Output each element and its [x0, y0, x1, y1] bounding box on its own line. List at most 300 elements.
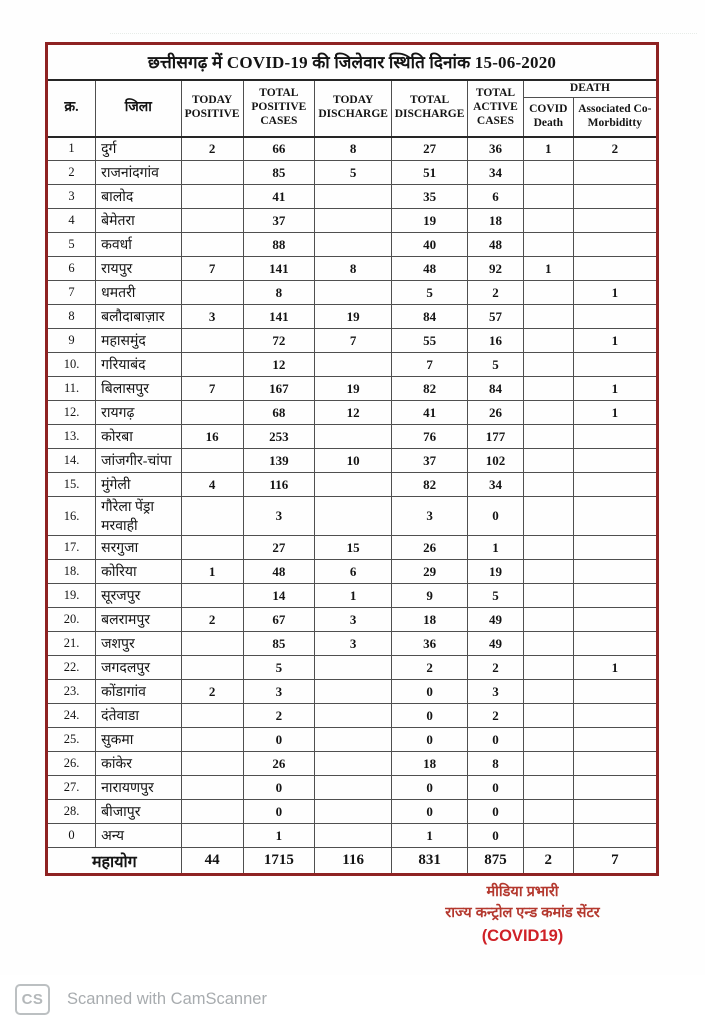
value-cell — [523, 233, 573, 257]
col-header-total-discharge: TOTAL DISCHARGE — [392, 80, 468, 137]
district-name-cell: महासमुंद — [96, 329, 182, 353]
value-cell: 85 — [243, 632, 315, 656]
value-cell: 0 — [468, 497, 524, 536]
value-cell: 15 — [315, 536, 392, 560]
value-cell: 7 — [392, 353, 468, 377]
serial-cell: 26. — [47, 752, 96, 776]
value-cell: 3 — [315, 632, 392, 656]
table-row — [47, 425, 658, 449]
table-row — [47, 185, 658, 209]
district-name-cell: बलौदाबाज़ार — [96, 305, 182, 329]
serial-cell: 17. — [47, 536, 96, 560]
serial-cell: 15. — [47, 473, 96, 497]
value-cell — [181, 704, 243, 728]
value-cell: 0 — [392, 704, 468, 728]
value-cell: 7 — [181, 377, 243, 401]
serial-cell: 23. — [47, 680, 96, 704]
value-cell — [523, 680, 573, 704]
value-cell: 3 — [243, 497, 315, 536]
value-cell: 84 — [392, 305, 468, 329]
value-cell: 0 — [468, 776, 524, 800]
value-cell: 5 — [468, 584, 524, 608]
value-cell: 1 — [573, 656, 657, 680]
serial-cell: 22. — [47, 656, 96, 680]
value-cell: 18 — [392, 752, 468, 776]
value-cell — [573, 257, 657, 281]
district-name-cell: बालोद — [96, 185, 182, 209]
value-cell — [523, 473, 573, 497]
table-row — [47, 233, 658, 257]
value-cell: 3 — [181, 305, 243, 329]
value-cell: 3 — [468, 680, 524, 704]
value-cell — [181, 281, 243, 305]
table-row — [47, 560, 658, 584]
value-cell: 3 — [243, 680, 315, 704]
value-cell — [573, 449, 657, 473]
value-cell — [523, 560, 573, 584]
value-cell: 57 — [468, 305, 524, 329]
value-cell — [181, 800, 243, 824]
value-cell — [523, 497, 573, 536]
serial-cell: 4 — [47, 209, 96, 233]
value-cell: 37 — [243, 209, 315, 233]
value-cell: 116 — [243, 473, 315, 497]
col-header-covid-death: COVID Death — [523, 98, 573, 137]
district-name-cell: रायपुर — [96, 257, 182, 281]
value-cell — [523, 425, 573, 449]
value-cell — [523, 329, 573, 353]
value-cell: 35 — [392, 185, 468, 209]
value-cell — [573, 728, 657, 752]
serial-cell: 28. — [47, 800, 96, 824]
value-cell — [573, 704, 657, 728]
scan-artifact-line — [110, 33, 697, 34]
value-cell: 2 — [573, 137, 657, 161]
table-row — [47, 497, 658, 536]
district-name-cell: जशपुर — [96, 632, 182, 656]
value-cell: 51 — [392, 161, 468, 185]
district-name-cell: कोरबा — [96, 425, 182, 449]
value-cell: 1 — [315, 584, 392, 608]
grand-total-label: महायोग — [47, 848, 182, 875]
value-cell — [573, 560, 657, 584]
serial-cell: 24. — [47, 704, 96, 728]
district-name-cell: जांजगीर-चांपा — [96, 449, 182, 473]
table-row — [47, 704, 658, 728]
value-cell — [573, 497, 657, 536]
signature-block — [385, 882, 660, 949]
camscanner-watermark-text: Scanned with CamScanner — [67, 990, 267, 1008]
value-cell: 253 — [243, 425, 315, 449]
value-cell: 48 — [468, 233, 524, 257]
value-cell — [181, 584, 243, 608]
value-cell: 16 — [181, 425, 243, 449]
serial-cell: 25. — [47, 728, 96, 752]
value-cell: 19 — [392, 209, 468, 233]
value-cell — [523, 824, 573, 848]
district-name-cell: नारायणपुर — [96, 776, 182, 800]
col-header-district: जिला — [96, 80, 182, 137]
value-cell — [315, 497, 392, 536]
district-name-cell: सरगुजा — [96, 536, 182, 560]
value-cell: 26 — [392, 536, 468, 560]
value-cell: 48 — [243, 560, 315, 584]
value-cell — [315, 752, 392, 776]
header-row-1 — [47, 80, 658, 98]
col-header-today-discharge: TODAY DISCHARGE — [315, 80, 392, 137]
value-cell — [315, 656, 392, 680]
value-cell: 16 — [468, 329, 524, 353]
serial-cell: 21. — [47, 632, 96, 656]
table-row — [47, 137, 658, 161]
value-cell: 40 — [392, 233, 468, 257]
value-cell: 8 — [468, 752, 524, 776]
value-cell — [315, 680, 392, 704]
value-cell: 27 — [243, 536, 315, 560]
value-cell — [315, 185, 392, 209]
table-row — [47, 752, 658, 776]
value-cell: 6 — [315, 560, 392, 584]
value-cell — [181, 449, 243, 473]
serial-cell: 10. — [47, 353, 96, 377]
value-cell — [573, 680, 657, 704]
value-cell: 18 — [392, 608, 468, 632]
camscanner-bar — [0, 975, 705, 1024]
value-cell — [523, 449, 573, 473]
serial-cell: 16. — [47, 497, 96, 536]
serial-cell: 11. — [47, 377, 96, 401]
value-cell: 82 — [392, 377, 468, 401]
value-cell — [573, 161, 657, 185]
value-cell — [315, 824, 392, 848]
value-cell — [181, 656, 243, 680]
col-header-today-positive: TODAY POSITIVE — [181, 80, 243, 137]
table-row — [47, 377, 658, 401]
value-cell: 1 — [243, 824, 315, 848]
value-cell — [573, 209, 657, 233]
value-cell: 49 — [468, 632, 524, 656]
district-name-cell: बिलासपुर — [96, 377, 182, 401]
value-cell: 49 — [468, 608, 524, 632]
table-row — [47, 680, 658, 704]
value-cell: 6 — [468, 185, 524, 209]
value-cell — [523, 752, 573, 776]
value-cell — [573, 536, 657, 560]
value-cell: 167 — [243, 377, 315, 401]
value-cell: 9 — [392, 584, 468, 608]
value-cell: 7 — [315, 329, 392, 353]
value-cell — [315, 353, 392, 377]
value-cell: 0 — [392, 800, 468, 824]
grand-total-value-cell: 7 — [573, 848, 657, 875]
serial-cell: 20. — [47, 608, 96, 632]
grand-total-value-cell: 1715 — [243, 848, 315, 875]
signature-line-1: मीडिया प्रभारी — [486, 884, 559, 900]
camscanner-logo-text: CS — [21, 991, 44, 1008]
grand-total-value-cell: 875 — [468, 848, 524, 875]
value-cell — [181, 401, 243, 425]
table-row — [47, 473, 658, 497]
value-cell: 102 — [468, 449, 524, 473]
table-row — [47, 536, 658, 560]
table-row — [47, 329, 658, 353]
table-row — [47, 209, 658, 233]
value-cell: 5 — [468, 353, 524, 377]
value-cell — [573, 473, 657, 497]
value-cell — [315, 473, 392, 497]
value-cell: 139 — [243, 449, 315, 473]
value-cell: 0 — [468, 728, 524, 752]
value-cell: 55 — [392, 329, 468, 353]
value-cell — [181, 497, 243, 536]
grand-total-value-cell: 116 — [315, 848, 392, 875]
table-row — [47, 449, 658, 473]
value-cell: 7 — [181, 257, 243, 281]
value-cell: 12 — [243, 353, 315, 377]
value-cell: 1 — [468, 536, 524, 560]
district-name-cell: बेमेतरा — [96, 209, 182, 233]
value-cell — [181, 632, 243, 656]
serial-cell: 14. — [47, 449, 96, 473]
signature-line-3: (COVID19) — [481, 927, 564, 946]
value-cell: 72 — [243, 329, 315, 353]
table-row — [47, 305, 658, 329]
value-cell: 85 — [243, 161, 315, 185]
value-cell: 0 — [468, 824, 524, 848]
value-cell — [573, 584, 657, 608]
district-name-cell: अन्य — [96, 824, 182, 848]
district-name-cell: सूरजपुर — [96, 584, 182, 608]
serial-cell: 18. — [47, 560, 96, 584]
value-cell — [573, 353, 657, 377]
value-cell: 19 — [315, 305, 392, 329]
district-covid-table — [45, 42, 659, 876]
value-cell: 1 — [392, 824, 468, 848]
district-name-cell: कांकेर — [96, 752, 182, 776]
table-row — [47, 281, 658, 305]
value-cell — [523, 800, 573, 824]
value-cell — [315, 728, 392, 752]
value-cell — [523, 656, 573, 680]
table-row — [47, 353, 658, 377]
value-cell: 3 — [315, 608, 392, 632]
district-name-cell: सुकमा — [96, 728, 182, 752]
serial-cell: 3 — [47, 185, 96, 209]
covid-status-table — [45, 42, 659, 876]
value-cell — [315, 209, 392, 233]
value-cell: 2 — [243, 704, 315, 728]
col-header-total-positive: TOTAL POSITIVE CASES — [243, 80, 315, 137]
district-name-cell: कोरिया — [96, 560, 182, 584]
grand-total-row — [47, 848, 658, 875]
value-cell — [181, 353, 243, 377]
value-cell — [523, 632, 573, 656]
value-cell: 82 — [392, 473, 468, 497]
value-cell: 4 — [181, 473, 243, 497]
value-cell — [573, 824, 657, 848]
value-cell — [315, 233, 392, 257]
serial-cell: 5 — [47, 233, 96, 257]
value-cell — [315, 704, 392, 728]
value-cell: 8 — [315, 257, 392, 281]
value-cell — [573, 752, 657, 776]
value-cell: 3 — [392, 497, 468, 536]
district-name-cell: कोंडागांव — [96, 680, 182, 704]
value-cell: 177 — [468, 425, 524, 449]
serial-cell: 2 — [47, 161, 96, 185]
grand-total-value-cell: 831 — [392, 848, 468, 875]
table-row — [47, 824, 658, 848]
table-row — [47, 632, 658, 656]
value-cell: 36 — [468, 137, 524, 161]
value-cell — [181, 209, 243, 233]
district-name-cell: राजनांदगांव — [96, 161, 182, 185]
value-cell — [181, 161, 243, 185]
district-name-cell: बीजापुर — [96, 800, 182, 824]
serial-cell: 12. — [47, 401, 96, 425]
table-row — [47, 656, 658, 680]
serial-cell: 27. — [47, 776, 96, 800]
value-cell: 1 — [573, 377, 657, 401]
value-cell: 141 — [243, 257, 315, 281]
value-cell — [573, 425, 657, 449]
value-cell: 141 — [243, 305, 315, 329]
value-cell: 66 — [243, 137, 315, 161]
value-cell: 19 — [315, 377, 392, 401]
value-cell — [181, 233, 243, 257]
value-cell: 0 — [243, 776, 315, 800]
district-name-cell: गरियाबंद — [96, 353, 182, 377]
value-cell: 34 — [468, 473, 524, 497]
value-cell: 68 — [243, 401, 315, 425]
value-cell — [523, 305, 573, 329]
value-cell — [573, 185, 657, 209]
value-cell: 84 — [468, 377, 524, 401]
serial-cell: 6 — [47, 257, 96, 281]
value-cell: 2 — [468, 704, 524, 728]
value-cell — [181, 824, 243, 848]
value-cell: 12 — [315, 401, 392, 425]
value-cell: 0 — [392, 776, 468, 800]
table-row — [47, 800, 658, 824]
value-cell: 19 — [468, 560, 524, 584]
col-header-serial: क्र. — [47, 80, 96, 137]
serial-cell: 1 — [47, 137, 96, 161]
value-cell: 2 — [468, 656, 524, 680]
value-cell: 2 — [181, 137, 243, 161]
value-cell: 0 — [243, 728, 315, 752]
serial-cell: 0 — [47, 824, 96, 848]
value-cell: 41 — [243, 185, 315, 209]
value-cell — [523, 401, 573, 425]
value-cell: 2 — [181, 608, 243, 632]
value-cell: 8 — [315, 137, 392, 161]
value-cell: 34 — [468, 161, 524, 185]
value-cell — [573, 305, 657, 329]
value-cell — [523, 185, 573, 209]
col-header-total-active: TOTAL ACTIVE CASES — [468, 80, 524, 137]
value-cell — [315, 281, 392, 305]
table-title: छत्तीसगढ़ में COVID-19 की जिलेवार स्थिति दिनांक 15-06-2020 — [47, 44, 658, 80]
table-row — [47, 401, 658, 425]
value-cell — [523, 728, 573, 752]
district-name-cell: कवर्धा — [96, 233, 182, 257]
table-row — [47, 776, 658, 800]
value-cell — [315, 425, 392, 449]
district-name-cell: रायगढ़ — [96, 401, 182, 425]
value-cell: 36 — [392, 632, 468, 656]
table-row — [47, 161, 658, 185]
value-cell: 88 — [243, 233, 315, 257]
value-cell: 0 — [392, 680, 468, 704]
value-cell — [181, 752, 243, 776]
district-name-cell: दंतेवाडा — [96, 704, 182, 728]
value-cell — [523, 161, 573, 185]
value-cell: 5 — [315, 161, 392, 185]
value-cell: 26 — [468, 401, 524, 425]
district-name-cell: मुंगेली — [96, 473, 182, 497]
value-cell: 8 — [243, 281, 315, 305]
value-cell — [181, 185, 243, 209]
value-cell — [181, 728, 243, 752]
value-cell: 5 — [243, 656, 315, 680]
value-cell: 2 — [181, 680, 243, 704]
value-cell — [523, 353, 573, 377]
value-cell — [181, 329, 243, 353]
grand-total-value-cell: 44 — [181, 848, 243, 875]
table-row — [47, 728, 658, 752]
col-header-death-group: DEATH — [523, 80, 657, 98]
value-cell — [573, 800, 657, 824]
value-cell: 48 — [392, 257, 468, 281]
district-name-cell: धमतरी — [96, 281, 182, 305]
value-cell — [523, 281, 573, 305]
value-cell: 10 — [315, 449, 392, 473]
value-cell: 1 — [523, 137, 573, 161]
value-cell: 1 — [573, 281, 657, 305]
district-name-cell: बलरामपुर — [96, 608, 182, 632]
value-cell: 26 — [243, 752, 315, 776]
value-cell: 0 — [392, 728, 468, 752]
grand-total-value-cell: 2 — [523, 848, 573, 875]
value-cell: 14 — [243, 584, 315, 608]
value-cell — [523, 776, 573, 800]
value-cell — [523, 536, 573, 560]
value-cell: 41 — [392, 401, 468, 425]
col-header-associated-comorbidity: Associated Co-Morbiditty — [573, 98, 657, 137]
serial-cell: 7 — [47, 281, 96, 305]
serial-cell: 13. — [47, 425, 96, 449]
value-cell — [523, 377, 573, 401]
value-cell: 0 — [468, 800, 524, 824]
value-cell — [523, 209, 573, 233]
value-cell — [573, 776, 657, 800]
value-cell: 67 — [243, 608, 315, 632]
value-cell: 29 — [392, 560, 468, 584]
table-row — [47, 608, 658, 632]
signature-line-2: राज्य कन्ट्रोल एन्ड कमांड सेंटर — [445, 905, 600, 922]
serial-cell: 9 — [47, 329, 96, 353]
table-title-row — [47, 44, 658, 80]
table-row — [47, 257, 658, 281]
value-cell: 37 — [392, 449, 468, 473]
value-cell: 1 — [573, 329, 657, 353]
value-cell — [573, 608, 657, 632]
value-cell — [181, 776, 243, 800]
table-row — [47, 584, 658, 608]
value-cell: 1 — [523, 257, 573, 281]
value-cell: 0 — [243, 800, 315, 824]
